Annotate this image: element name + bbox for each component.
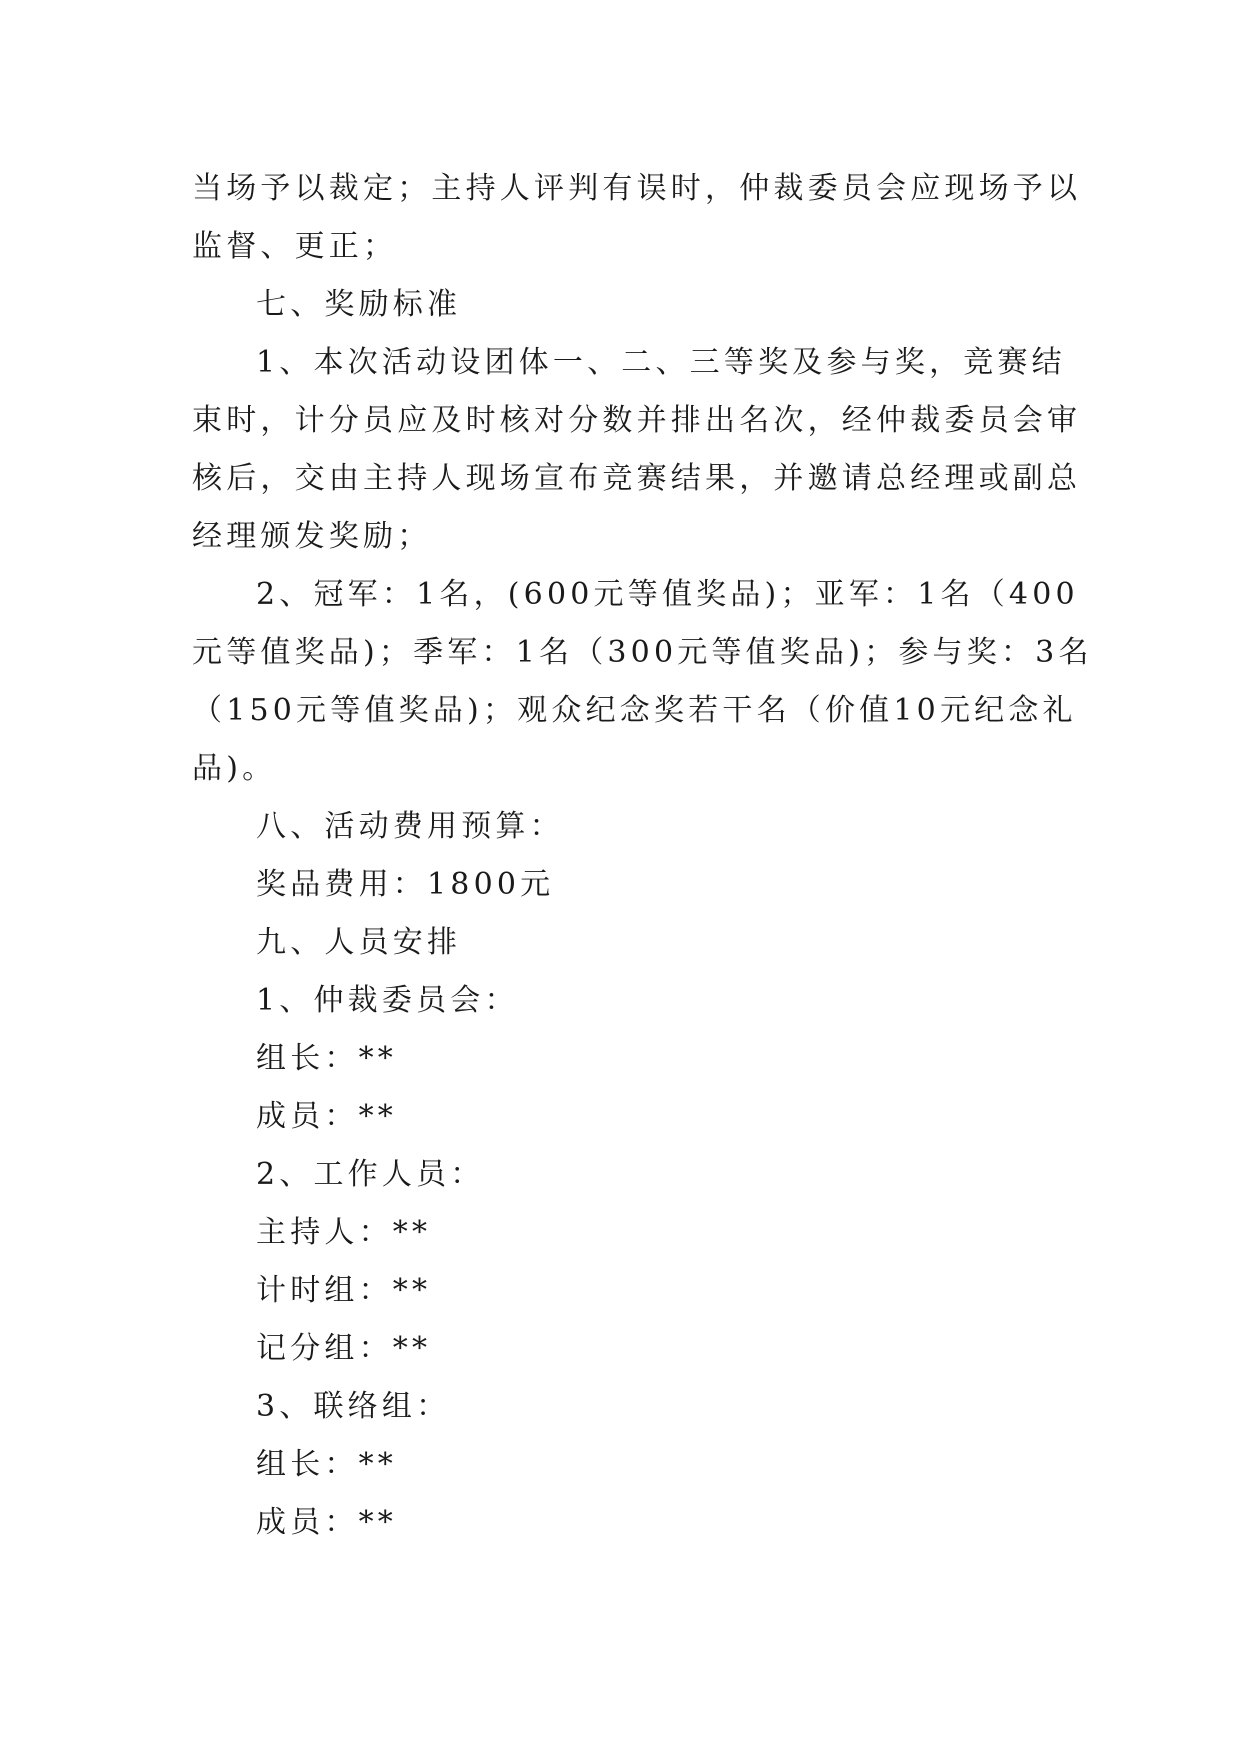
text-line: 当场予以裁定；主持人评判有误时，仲裁委员会应现场予以 [192,171,1082,206]
text-line: 品)。 [192,751,277,786]
text-line: 核后，交由主持人现场宣布竞赛结果，并邀请总经理或副总 [192,461,1082,496]
document-body [192,160,1093,1552]
text-line: 组长：** [256,1447,397,1482]
text-line: 3、联络组： [256,1389,451,1424]
text-line: （150元等值奖品)；观众纪念奖若干名（价值10元纪念礼 [192,693,1077,728]
text-line: 成员：** [256,1099,397,1134]
text-line: 1、仲裁委员会： [256,983,519,1018]
text-line: 组长：** [256,1041,397,1076]
section-heading: 八、活动费用预算： [256,809,564,844]
text-line: 奖品费用：1800元 [256,867,555,902]
text-line: 1、本次活动设团体一、二、三等奖及参与奖，竞赛结 [256,345,1066,380]
text-line: 成员：** [256,1505,397,1540]
text-line: 经理颁发奖励； [192,519,432,554]
text-line: 束时，计分员应及时核对分数并排出名次，经仲裁委员会审 [192,403,1082,438]
text-line: 2、冠军：1名，(600元等值奖品)；亚军：1名（400 [256,577,1079,612]
text-line: 2、工作人员： [256,1157,485,1192]
text-line: 计时组：** [256,1273,432,1308]
text-line: 主持人：** [256,1215,432,1250]
text-line: 监督、更正； [192,229,398,264]
text-line: 元等值奖品)；季军：1名（300元等值奖品)；参与奖：3名 [192,635,1093,670]
text-line: 记分组：** [256,1331,432,1366]
section-heading: 九、人员安排 [256,925,462,960]
section-heading: 七、奖励标准 [256,287,462,322]
